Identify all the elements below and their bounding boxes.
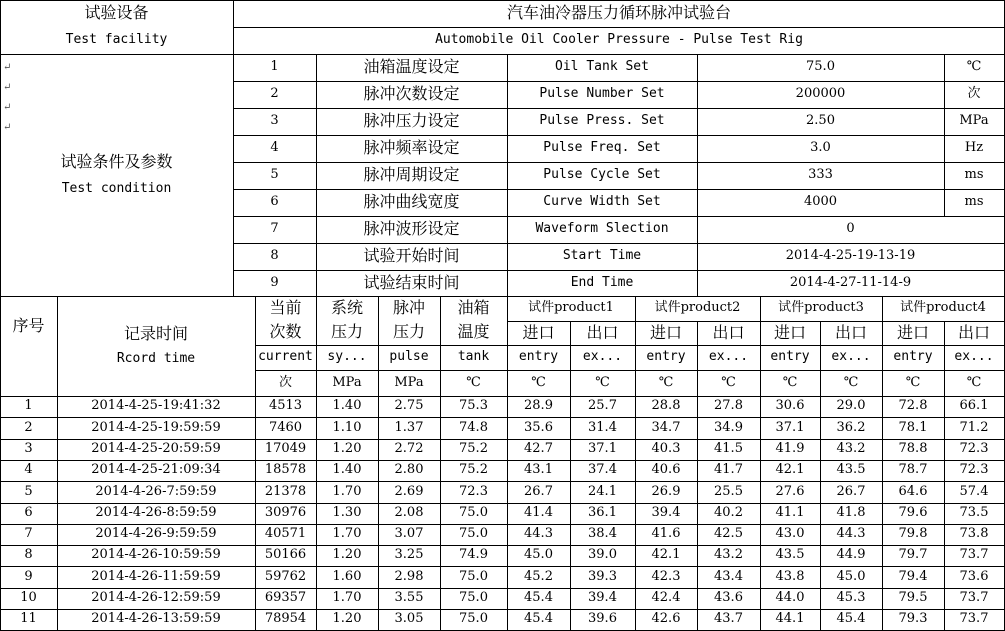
condition-value: 4000	[803, 194, 838, 210]
outlet-header: 出口	[834, 322, 867, 342]
record-value: 28.8	[651, 398, 681, 414]
record-value: 42.1	[775, 462, 805, 478]
record-value: 72.3	[459, 483, 488, 499]
condition-name-en: Start Time	[562, 248, 642, 264]
record-time: 2014-4-25-19:59:59	[91, 419, 221, 435]
record-value: 28.9	[524, 398, 553, 414]
tank-header-cn2: 温度	[457, 322, 490, 342]
pulse-header-cn2: 压力	[392, 322, 425, 342]
record-value: 78.8	[898, 441, 928, 457]
record-value: 42.5	[714, 526, 743, 542]
record-value: 44.0	[775, 590, 805, 606]
outlet-header: 出口	[957, 322, 990, 342]
outlet-header: 出口	[712, 322, 745, 342]
record-time: 2014-4-26-13:59:59	[91, 611, 221, 627]
condition-name-cn: 脉冲波形设定	[363, 219, 460, 239]
record-value: 75.0	[459, 568, 488, 584]
record-value: 75.0	[459, 590, 488, 606]
inlet-unit: ℃	[658, 374, 674, 390]
record-seq: 5	[24, 483, 33, 499]
record-value: 40.3	[651, 441, 681, 457]
record-value: 73.8	[959, 526, 989, 542]
record-value: 1.70	[332, 526, 362, 542]
condition-no: 4	[270, 140, 279, 156]
record-value: 1.40	[332, 462, 362, 478]
record-value: 78954	[264, 611, 307, 627]
inlet-header: 进口	[773, 322, 806, 342]
record-value: 2.98	[394, 568, 424, 584]
record-value: 43.2	[836, 441, 866, 457]
record-seq: 1	[24, 398, 33, 414]
condition-name-cn: 脉冲次数设定	[363, 84, 460, 104]
record-value: 79.8	[898, 526, 928, 542]
condition-value: 2014-4-27-11-14-9	[789, 274, 912, 290]
conditions-label-en: Test condition	[61, 180, 172, 196]
count-header-unit: 次	[278, 374, 292, 390]
record-value: 1.30	[332, 505, 362, 521]
record-time-header	[57, 296, 255, 396]
record-time: 2014-4-26-12:59:59	[91, 590, 221, 606]
condition-name-en: Oil Tank Set	[555, 59, 649, 75]
record-seq: 2	[24, 419, 33, 435]
product-header: 试件product4	[900, 300, 986, 316]
record-value: 41.8	[836, 505, 866, 521]
record-value: 73.7	[959, 611, 989, 627]
record-value: 79.5	[898, 590, 928, 606]
facility-label-en: Test facility	[65, 32, 168, 48]
condition-value: 2.50	[806, 113, 835, 129]
record-value: 1.37	[394, 419, 424, 435]
record-value: 45.4	[524, 611, 553, 627]
sys-header-en: sy...	[327, 349, 367, 365]
condition-no: 1	[270, 59, 279, 75]
product-header: 试件product3	[778, 300, 864, 316]
exit-header: ex...	[954, 349, 994, 365]
record-value: 66.1	[959, 398, 989, 414]
record-seq: 9	[24, 568, 33, 584]
record-value: 41.5	[714, 441, 743, 457]
record-time: 2014-4-25-19:41:32	[91, 398, 221, 414]
record-value: 72.3	[959, 441, 989, 457]
record-seq: 7	[24, 526, 33, 542]
condition-unit: ℃	[966, 59, 982, 75]
condition-name-cn: 油箱温度设定	[363, 57, 460, 77]
record-value: 3.25	[394, 547, 424, 563]
record-value: 42.3	[651, 568, 681, 584]
record-value: 1.20	[332, 441, 362, 457]
record-value: 7460	[268, 419, 303, 435]
record-seq: 11	[20, 611, 37, 627]
condition-name-en: Pulse Press. Set	[539, 113, 665, 129]
record-value: 41.9	[775, 441, 805, 457]
record-value: 71.2	[959, 419, 989, 435]
record-value: 40.2	[714, 505, 743, 521]
pulse-header-en: pulse	[389, 349, 429, 365]
record-value: 42.6	[651, 611, 681, 627]
condition-name-en: Pulse Freq. Set	[543, 140, 661, 156]
paragraph-mark-icon: ↵	[3, 122, 12, 133]
record-value: 1.40	[332, 398, 362, 414]
record-value: 44.9	[836, 547, 866, 563]
record-seq: 8	[24, 547, 33, 563]
tank-header-unit: ℃	[466, 374, 481, 390]
record-value: 30976	[264, 505, 307, 521]
entry-header: entry	[770, 349, 810, 365]
condition-value: 75.0	[806, 59, 835, 75]
conditions-label-cn: 试验条件及参数	[60, 152, 173, 172]
outlet-header: 出口	[586, 322, 619, 342]
record-value: 37.1	[588, 441, 617, 457]
condition-name-cn: 试验结束时间	[363, 272, 460, 292]
record-time: 2014-4-26-11:59:59	[91, 568, 221, 584]
record-value: 59762	[264, 568, 307, 584]
tank-header-cn1: 油箱	[457, 297, 490, 317]
record-value: 43.2	[714, 547, 743, 563]
count-header-cn2: 次数	[269, 322, 302, 342]
record-value: 37.4	[588, 462, 617, 478]
record-value: 43.4	[714, 568, 743, 584]
tank-header-en: tank	[457, 349, 490, 365]
record-value: 74.8	[459, 419, 488, 435]
record-seq: 4	[24, 462, 33, 478]
exit-header: ex...	[831, 349, 871, 365]
inlet-header: 进口	[896, 322, 929, 342]
record-value: 42.1	[651, 547, 681, 563]
record-value: 75.0	[459, 526, 488, 542]
record-value: 43.5	[836, 462, 866, 478]
product-header: 试件product2	[654, 300, 741, 316]
exit-header: ex...	[708, 349, 749, 365]
record-value: 42.4	[651, 590, 681, 606]
condition-no: 2	[270, 86, 279, 102]
record-value: 27.6	[775, 483, 805, 499]
inlet-unit: ℃	[782, 374, 798, 390]
record-value: 42.7	[524, 441, 553, 457]
entry-header: entry	[893, 349, 933, 365]
record-value: 1.20	[332, 547, 362, 563]
condition-value: 3.0	[810, 140, 831, 156]
record-value: 3.07	[394, 526, 424, 542]
outlet-unit: ℃	[843, 374, 859, 390]
record-value: 41.6	[651, 526, 681, 542]
seq-header: 序号	[12, 315, 45, 335]
record-value: 1.20	[332, 611, 362, 627]
condition-value: 0	[846, 221, 855, 237]
facility-label-cn: 试验设备	[84, 3, 149, 23]
record-value: 17049	[264, 441, 307, 457]
record-value: 2.72	[394, 441, 424, 457]
exit-header: ex...	[582, 349, 623, 365]
condition-unit: ms	[964, 194, 984, 210]
record-value: 1.10	[332, 419, 362, 435]
condition-name-en: Curve Width Set	[543, 194, 661, 210]
condition-name-cn: 脉冲压力设定	[363, 111, 460, 131]
record-value: 73.7	[959, 547, 989, 563]
record-value: 35.6	[524, 419, 553, 435]
record-value: 40.6	[651, 462, 681, 478]
paragraph-mark-icon: ↵	[3, 82, 12, 93]
record-value: 43.7	[714, 611, 743, 627]
record-seq: 3	[24, 441, 33, 457]
count-header-en: current	[258, 349, 313, 365]
condition-no: 7	[270, 221, 279, 237]
record-value: 75.0	[459, 505, 488, 521]
record-value: 41.4	[524, 505, 553, 521]
inlet-header: 进口	[522, 322, 555, 342]
record-value: 27.8	[714, 398, 743, 414]
record-value: 18578	[264, 462, 307, 478]
record-value: 30.6	[775, 398, 805, 414]
paragraph-mark-icon: ↵	[3, 62, 12, 73]
sys-header-unit: MPa	[332, 374, 362, 390]
record-time: 2014-4-26-10:59:59	[91, 547, 221, 563]
record-value: 39.0	[588, 547, 617, 563]
record-seq: 6	[24, 505, 33, 521]
record-value: 1.60	[332, 568, 362, 584]
entry-header: entry	[518, 349, 559, 365]
record-value: 43.0	[775, 526, 805, 542]
condition-no: 3	[270, 113, 279, 129]
record-value: 45.4	[524, 590, 553, 606]
record-time: 2014-4-26-9:59:59	[95, 526, 217, 542]
record-value: 1.70	[332, 590, 362, 606]
conditions-label	[0, 54, 233, 296]
outlet-unit: ℃	[595, 374, 610, 390]
pulse-header-unit: MPa	[394, 374, 424, 390]
count-header-cn1: 当前	[269, 297, 302, 317]
record-value: 73.6	[959, 568, 989, 584]
record-value: 79.4	[898, 568, 928, 584]
condition-name-cn: 试验开始时间	[363, 246, 460, 266]
condition-value: 200000	[795, 86, 846, 102]
condition-name-en: Pulse Cycle Set	[543, 167, 661, 183]
record-value: 29.0	[836, 398, 866, 414]
record-value: 72.8	[898, 398, 928, 414]
sys-header-cn2: 压力	[330, 322, 363, 342]
record-time: 2014-4-25-21:09:34	[91, 462, 221, 478]
record-value: 2.75	[394, 398, 424, 414]
record-value: 73.7	[959, 590, 989, 606]
record-value: 44.3	[524, 526, 553, 542]
record-value: 1.70	[332, 483, 362, 499]
record-value: 2.69	[394, 483, 424, 499]
inlet-unit: ℃	[905, 374, 921, 390]
condition-name-en: Pulse Number Set	[539, 86, 665, 102]
pulse-header-cn1: 脉冲	[392, 297, 425, 317]
record-value: 39.4	[588, 590, 617, 606]
record-value: 26.9	[651, 483, 681, 499]
facility-name-en: Automobile Oil Cooler Pressure - Pulse Test Rig	[435, 32, 803, 48]
record-value: 43.8	[775, 568, 805, 584]
record-value: 45.3	[836, 590, 866, 606]
record-value: 78.7	[898, 462, 928, 478]
record-value: 79.7	[898, 547, 928, 563]
record-value: 75.2	[459, 462, 488, 478]
condition-name-cn: 脉冲周期设定	[363, 165, 460, 185]
record-value: 44.1	[775, 611, 805, 627]
condition-name-cn: 脉冲频率设定	[363, 138, 460, 158]
record-value: 44.3	[836, 526, 866, 542]
condition-unit: ms	[964, 167, 984, 183]
record-time: 2014-4-26-8:59:59	[95, 505, 217, 521]
record-value: 45.0	[524, 547, 553, 563]
record-value: 75.0	[459, 611, 488, 627]
record-value: 37.1	[775, 419, 805, 435]
condition-unit: Hz	[964, 140, 984, 156]
record-value: 3.55	[394, 590, 424, 606]
record-value: 41.7	[714, 462, 743, 478]
entry-header: entry	[646, 349, 686, 365]
product-header: 试件product1	[528, 300, 614, 316]
record-value: 26.7	[524, 483, 553, 499]
record-value: 45.4	[836, 611, 866, 627]
record-value: 4513	[268, 398, 303, 414]
condition-unit: MPa	[959, 113, 989, 129]
record-value: 25.7	[588, 398, 617, 414]
record-value: 45.2	[524, 568, 553, 584]
record-value: 72.3	[959, 462, 989, 478]
record-value: 79.3	[898, 611, 928, 627]
record-value: 40571	[264, 526, 307, 542]
condition-name-cn: 脉冲曲线宽度	[363, 192, 460, 212]
record-value: 41.1	[775, 505, 805, 521]
record-value: 24.1	[588, 483, 617, 499]
record-value: 36.2	[836, 419, 866, 435]
record-value: 36.1	[588, 505, 617, 521]
record-value: 25.5	[714, 483, 743, 499]
inlet-unit: ℃	[531, 374, 546, 390]
condition-no: 9	[270, 274, 279, 290]
record-value: 69357	[264, 590, 307, 606]
record-value: 74.9	[459, 547, 488, 563]
record-value: 50166	[264, 547, 307, 563]
record-value: 43.5	[775, 547, 805, 563]
record-time-header-cn: 记录时间	[123, 324, 188, 344]
record-value: 75.2	[459, 441, 488, 457]
record-value: 26.7	[836, 483, 866, 499]
record-time-header-en: Rcord time	[116, 350, 196, 366]
record-value: 73.5	[959, 505, 989, 521]
sys-header-cn1: 系统	[330, 297, 363, 317]
facility-name-cn: 汽车油冷器压力循环脉冲试验台	[506, 3, 731, 23]
record-value: 38.4	[588, 526, 617, 542]
record-value: 43.1	[524, 462, 553, 478]
record-value: 21378	[264, 483, 307, 499]
record-time: 2014-4-25-20:59:59	[91, 441, 221, 457]
record-value: 79.6	[898, 505, 928, 521]
record-value: 39.6	[588, 611, 617, 627]
record-value: 57.4	[959, 483, 989, 499]
record-value: 2.80	[394, 462, 424, 478]
record-value: 64.6	[898, 483, 928, 499]
record-value: 39.4	[651, 505, 681, 521]
condition-unit: 次	[967, 86, 981, 102]
record-value: 43.6	[714, 590, 743, 606]
record-value: 31.4	[588, 419, 617, 435]
record-value: 75.3	[459, 398, 488, 414]
record-value: 78.1	[898, 419, 928, 435]
condition-name-en: Waveform Slection	[535, 221, 669, 237]
condition-no: 8	[270, 248, 279, 264]
record-value: 45.0	[836, 568, 866, 584]
outlet-unit: ℃	[721, 374, 736, 390]
record-value: 3.05	[394, 611, 424, 627]
record-value: 34.7	[651, 419, 681, 435]
record-seq: 10	[20, 590, 37, 606]
condition-value: 2014-4-25-19-13-19	[785, 248, 916, 264]
condition-name-en: End Time	[570, 274, 634, 290]
outlet-unit: ℃	[966, 374, 982, 390]
record-value: 2.08	[394, 505, 424, 521]
condition-no: 6	[270, 194, 279, 210]
condition-value: 333	[808, 167, 833, 183]
record-value: 39.3	[588, 568, 617, 584]
condition-no: 5	[270, 167, 279, 183]
record-value: 34.9	[714, 419, 743, 435]
record-time: 2014-4-26-7:59:59	[95, 483, 217, 499]
inlet-header: 进口	[649, 322, 682, 342]
paragraph-mark-icon: ↵	[3, 102, 12, 113]
